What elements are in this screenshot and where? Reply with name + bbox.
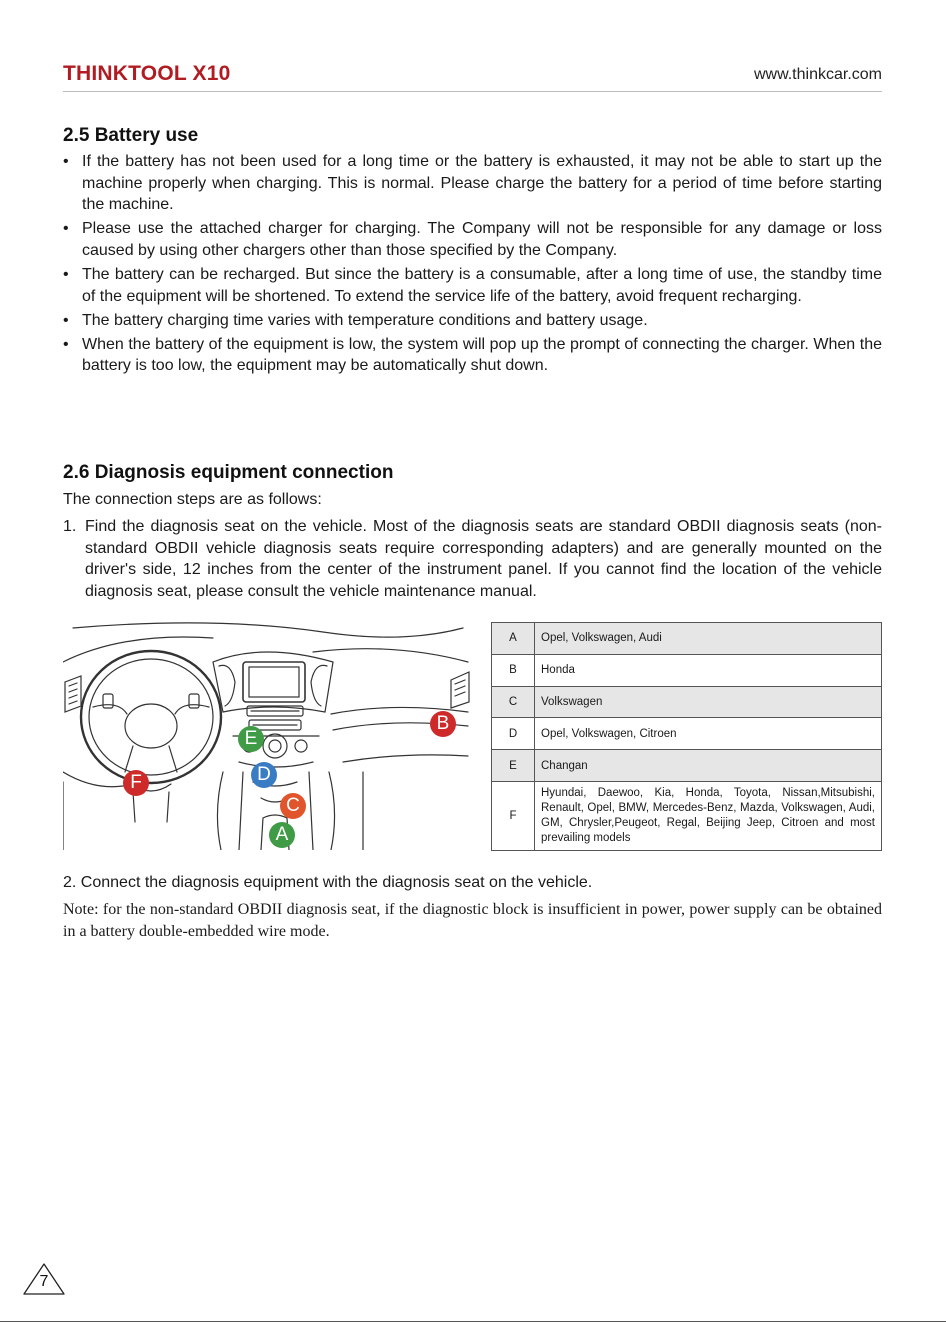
battery-section-title: 2.5 Battery use — [63, 125, 199, 146]
bullet-icon: • — [63, 335, 69, 353]
list-item: • When the battery of the equipment is low, the system will pop up the prompt of connecting the charger. When the battery is too low, the equipment may be automatically shut down. — [63, 335, 882, 375]
diagnosis-intro: The connection steps are as follows: — [63, 491, 322, 508]
location-makes: Hyundai, Daewoo, Kia, Honda, Toyota, Nissan,Mitsubishi, Renault, Opel, BMW, Mercedes-Benz, Mazda, Volkswagen, Audi, GM, Chrysler,Peugeot, Regal, Beijing Jeep, Citroen and most prevailing models — [535, 781, 882, 850]
step-text: Find the diagnosis seat on the vehicle. Most of the diagnosis seats are standard OBDII diagnosis seats (non-standard OBDII vehicle diagnosis seats require corresponding adapters) and are generally mounted on the driver's side, 12 inches from the center of the instrument panel. If you cannot find the location of the vehicle diagnosis seat, please consult the vehicle maintenance manual. — [85, 518, 882, 600]
note-text: Note: for the non-standard OBDII diagnosis seat, if the diagnostic block is insufficient in power, power supply can be obtained in a battery double-embedded wire mode. — [63, 901, 882, 940]
marker-a: A — [269, 822, 295, 848]
location-makes: Honda — [535, 654, 882, 686]
location-key: A — [492, 623, 535, 655]
location-key: F — [492, 781, 535, 850]
marker-c: C — [280, 793, 306, 819]
table-row — [492, 654, 882, 686]
location-key: C — [492, 686, 535, 718]
table-row — [492, 718, 882, 750]
table-row — [492, 686, 882, 718]
connector-location-table — [491, 622, 882, 851]
dashboard-illustration — [63, 622, 474, 850]
bullet-icon: • — [63, 220, 69, 238]
step-number: 1. — [63, 518, 77, 535]
diagnosis-section-title: 2.6 Diagnosis equipment connection — [63, 462, 394, 483]
list-item: • The battery charging time varies with temperature conditions and battery usage. — [63, 310, 882, 332]
table-row — [492, 781, 882, 850]
brand-title: THINKTOOL X10 — [63, 62, 231, 85]
page-number-badge — [22, 1262, 66, 1296]
bullet-icon: • — [63, 265, 69, 283]
dashboard-line-art — [63, 622, 474, 850]
step-1 — [63, 516, 882, 602]
battery-bullet-list — [63, 151, 882, 379]
bullet-icon: • — [63, 153, 69, 170]
location-makes: Changan — [535, 750, 882, 782]
location-makes: Opel, Volkswagen, Citroen — [535, 718, 882, 750]
bullet-icon: • — [63, 311, 69, 329]
website-url: www.thinkcar.com — [753, 66, 882, 83]
marker-e: E — [238, 726, 264, 752]
list-item: • If the battery has not been used for a long time or the battery is exhausted, it may not be able to start up the machine properly when charging. This is normal. Please charge the battery for a period of time before starting the machine. — [63, 153, 882, 214]
location-makes: Volkswagen — [535, 686, 882, 718]
footer-divider — [0, 1321, 946, 1322]
list-item: • Please use the attached charger for charging. The Company will not be responsible for any damage or loss caused by using other chargers other than those specified by the Company. — [63, 220, 882, 259]
list-item: • The battery can be recharged. But since the battery is a consumable, after a long time of use, the standby time of the equipment will be shortened. To extend the service life of the battery, avoid frequent recharging. — [63, 265, 882, 305]
location-makes: Opel, Volkswagen, Audi — [535, 623, 882, 655]
marker-d: D — [251, 762, 277, 788]
marker-f: F — [123, 770, 149, 796]
location-key: B — [492, 654, 535, 686]
step-2: 2. Connect the diagnosis equipment with the diagnosis seat on the vehicle. — [63, 874, 593, 891]
location-key: D — [492, 718, 535, 750]
page-number: 7 — [39, 1273, 49, 1290]
table-row — [492, 623, 882, 655]
location-key: E — [492, 750, 535, 782]
header-divider — [63, 91, 882, 92]
marker-b: B — [430, 711, 456, 737]
table-row — [492, 750, 882, 782]
